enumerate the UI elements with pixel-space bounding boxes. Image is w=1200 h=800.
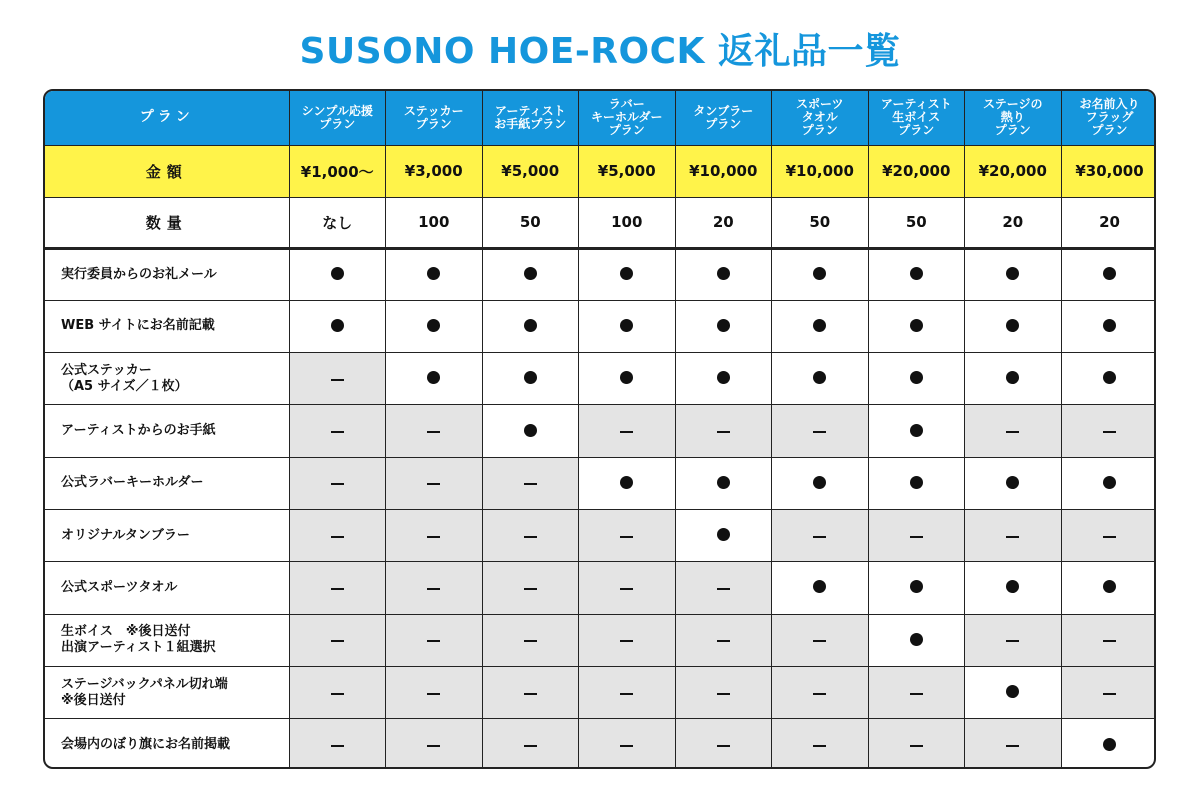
dash-icon [1006, 640, 1019, 642]
dot-icon [1103, 476, 1116, 489]
not-included-cell [965, 614, 1062, 666]
included-cell [772, 300, 869, 352]
plan-name-cell: ラバー キーホルダー プラン [579, 91, 676, 145]
dash-icon [331, 431, 344, 433]
not-included-cell [482, 614, 579, 666]
dash-icon [813, 640, 826, 642]
not-included-cell [386, 405, 483, 457]
feature-row [45, 666, 1156, 718]
price-row [45, 145, 1156, 197]
dot-icon [1103, 738, 1116, 751]
dot-icon [717, 319, 730, 332]
plan-quantity-cell: 100 [386, 197, 483, 248]
dash-icon [1103, 431, 1116, 433]
dash-icon [1006, 431, 1019, 433]
included-cell [386, 248, 483, 300]
dash-icon [427, 431, 440, 433]
included-cell [675, 248, 772, 300]
plan-quantity-cell: 100 [579, 197, 676, 248]
not-included-cell [482, 562, 579, 614]
dot-icon [1006, 267, 1019, 280]
dot-icon [813, 267, 826, 280]
not-included-cell [289, 509, 386, 561]
not-included-cell [579, 562, 676, 614]
not-included-cell [289, 614, 386, 666]
not-included-cell [289, 405, 386, 457]
included-cell [579, 457, 676, 509]
included-cell [868, 300, 965, 352]
not-included-cell [579, 509, 676, 561]
not-included-cell [772, 405, 869, 457]
not-included-cell [772, 666, 869, 718]
included-cell [772, 248, 869, 300]
feature-row [45, 719, 1156, 769]
not-included-cell [1061, 405, 1156, 457]
dash-icon [524, 693, 537, 695]
quantity-row [45, 197, 1156, 248]
dash-icon [524, 588, 537, 590]
dash-icon [331, 483, 344, 485]
not-included-cell [482, 719, 579, 769]
included-cell [965, 353, 1062, 405]
dash-icon [717, 431, 730, 433]
dot-icon [910, 319, 923, 332]
not-included-cell [482, 457, 579, 509]
dot-icon [1103, 580, 1116, 593]
dash-icon [331, 640, 344, 642]
dash-icon [1103, 693, 1116, 695]
not-included-cell [1061, 666, 1156, 718]
not-included-cell [868, 719, 965, 769]
plan-header-label: プラン [45, 91, 289, 145]
dot-icon [910, 371, 923, 384]
plan-quantity-cell: 20 [1061, 197, 1156, 248]
included-cell [1061, 457, 1156, 509]
not-included-cell [482, 666, 579, 718]
dash-icon [427, 745, 440, 747]
dash-icon [1006, 745, 1019, 747]
included-cell [675, 353, 772, 405]
included-cell [868, 614, 965, 666]
dot-icon [1103, 319, 1116, 332]
dot-icon [524, 267, 537, 280]
dash-icon [524, 536, 537, 538]
dot-icon [1103, 267, 1116, 280]
plan-name-cell: スポーツ タオル プラン [772, 91, 869, 145]
feature-label: 公式ラバーキーホルダー [45, 457, 289, 509]
feature-row [45, 353, 1156, 405]
included-cell [868, 353, 965, 405]
dash-icon [813, 431, 826, 433]
plan-price-cell: ¥20,000 [868, 145, 965, 197]
plan-quantity-cell: 50 [482, 197, 579, 248]
dash-icon [620, 693, 633, 695]
quantity-label: 数量 [45, 197, 289, 248]
plan-price-cell: ¥1,000〜 [289, 145, 386, 197]
not-included-cell [386, 457, 483, 509]
dash-icon [524, 640, 537, 642]
plan-header-row [45, 91, 1156, 145]
plan-price-cell: ¥10,000 [772, 145, 869, 197]
included-cell [386, 353, 483, 405]
dash-icon [427, 640, 440, 642]
feature-row [45, 562, 1156, 614]
feature-row [45, 300, 1156, 352]
dot-icon [1006, 685, 1019, 698]
dash-icon [620, 640, 633, 642]
feature-row [45, 248, 1156, 300]
dot-icon [910, 267, 923, 280]
included-cell [868, 562, 965, 614]
not-included-cell [675, 562, 772, 614]
included-cell [1061, 353, 1156, 405]
feature-label: WEB サイトにお名前記載 [45, 300, 289, 352]
dash-icon [813, 745, 826, 747]
not-included-cell [868, 509, 965, 561]
not-included-cell [386, 614, 483, 666]
feature-row [45, 457, 1156, 509]
not-included-cell [675, 666, 772, 718]
dot-icon [427, 371, 440, 384]
plan-quantity-cell: 50 [772, 197, 869, 248]
dash-icon [620, 431, 633, 433]
not-included-cell [289, 562, 386, 614]
dot-icon [910, 476, 923, 489]
dot-icon [524, 371, 537, 384]
dash-icon [331, 745, 344, 747]
not-included-cell [386, 562, 483, 614]
not-included-cell [772, 719, 869, 769]
included-cell [868, 405, 965, 457]
dot-icon [620, 267, 633, 280]
included-cell [579, 248, 676, 300]
reward-table [45, 91, 1156, 769]
dash-icon [1006, 536, 1019, 538]
dash-icon [427, 483, 440, 485]
plan-name-cell: ステッカー プラン [386, 91, 483, 145]
dot-icon [524, 319, 537, 332]
not-included-cell [965, 509, 1062, 561]
feature-row [45, 509, 1156, 561]
not-included-cell [386, 666, 483, 718]
not-included-cell [482, 509, 579, 561]
not-included-cell [1061, 614, 1156, 666]
dot-icon [620, 371, 633, 384]
dash-icon [717, 588, 730, 590]
dot-icon [813, 476, 826, 489]
included-cell [1061, 562, 1156, 614]
price-label: 金額 [45, 145, 289, 197]
not-included-cell [289, 457, 386, 509]
plan-name-cell: アーティスト お手紙プラン [482, 91, 579, 145]
plan-price-cell: ¥3,000 [386, 145, 483, 197]
included-cell [675, 457, 772, 509]
dot-icon [427, 267, 440, 280]
dot-icon [620, 319, 633, 332]
dot-icon [427, 319, 440, 332]
plan-name-cell: ステージの 熱り プラン [965, 91, 1062, 145]
included-cell [965, 562, 1062, 614]
dot-icon [813, 319, 826, 332]
dash-icon [620, 588, 633, 590]
dash-icon [427, 536, 440, 538]
not-included-cell [675, 719, 772, 769]
dot-icon [717, 476, 730, 489]
not-included-cell [868, 666, 965, 718]
dash-icon [1103, 640, 1116, 642]
included-cell [965, 248, 1062, 300]
included-cell [386, 300, 483, 352]
feature-label: アーティストからのお手紙 [45, 405, 289, 457]
included-cell [482, 300, 579, 352]
not-included-cell [579, 614, 676, 666]
dash-icon [620, 536, 633, 538]
plan-name-cell: お名前入り フラッグ プラン [1061, 91, 1156, 145]
dot-icon [1006, 319, 1019, 332]
dash-icon [331, 588, 344, 590]
dot-icon [717, 267, 730, 280]
included-cell [482, 248, 579, 300]
feature-label: 公式スポーツタオル [45, 562, 289, 614]
feature-label: 会場内のぼり旗にお名前掲載 [45, 719, 289, 769]
plan-quantity-cell: 20 [675, 197, 772, 248]
included-cell [1061, 719, 1156, 769]
dot-icon [1006, 476, 1019, 489]
plan-price-cell: ¥5,000 [482, 145, 579, 197]
dot-icon [910, 580, 923, 593]
included-cell [1061, 300, 1156, 352]
included-cell [868, 457, 965, 509]
dot-icon [524, 424, 537, 437]
not-included-cell [1061, 509, 1156, 561]
feature-label: 実行委員からのお礼メール [45, 248, 289, 300]
included-cell [965, 300, 1062, 352]
included-cell [579, 353, 676, 405]
dash-icon [427, 693, 440, 695]
dot-icon [813, 580, 826, 593]
dash-icon [331, 693, 344, 695]
plan-price-cell: ¥10,000 [675, 145, 772, 197]
not-included-cell [772, 614, 869, 666]
plan-name-cell: アーティスト 生ボイス プラン [868, 91, 965, 145]
included-cell [482, 405, 579, 457]
dot-icon [910, 424, 923, 437]
plan-price-cell: ¥20,000 [965, 145, 1062, 197]
included-cell [289, 248, 386, 300]
plan-quantity-cell: 20 [965, 197, 1062, 248]
not-included-cell [675, 614, 772, 666]
feature-label: 生ボイス ※後日送付 出演アーティスト１組選択 [45, 614, 289, 666]
included-cell [965, 666, 1062, 718]
dot-icon [717, 528, 730, 541]
dot-icon [910, 633, 923, 646]
included-cell [868, 248, 965, 300]
plan-quantity-cell: 50 [868, 197, 965, 248]
page-title: SUSONO HOE-ROCK 返礼品一覧 [299, 31, 901, 72]
not-included-cell [289, 719, 386, 769]
included-cell [289, 300, 386, 352]
included-cell [675, 509, 772, 561]
included-cell [675, 300, 772, 352]
dash-icon [910, 536, 923, 538]
dash-icon [524, 483, 537, 485]
dot-icon [813, 371, 826, 384]
not-included-cell [386, 509, 483, 561]
dash-icon [717, 640, 730, 642]
included-cell [579, 300, 676, 352]
dash-icon [717, 693, 730, 695]
not-included-cell [289, 666, 386, 718]
not-included-cell [579, 405, 676, 457]
dot-icon [1006, 371, 1019, 384]
dot-icon [1006, 580, 1019, 593]
dot-icon [1103, 371, 1116, 384]
plan-name-cell: シンプル応援 プラン [289, 91, 386, 145]
included-cell [772, 562, 869, 614]
included-cell [772, 457, 869, 509]
dash-icon [910, 745, 923, 747]
not-included-cell [772, 509, 869, 561]
plan-quantity-cell: なし [289, 197, 386, 248]
plan-price-cell: ¥30,000 [1061, 145, 1156, 197]
dash-icon [813, 536, 826, 538]
dash-icon [813, 693, 826, 695]
dot-icon [717, 371, 730, 384]
plan-price-cell: ¥5,000 [579, 145, 676, 197]
dash-icon [717, 745, 730, 747]
not-included-cell [386, 719, 483, 769]
dot-icon [331, 267, 344, 280]
feature-label: オリジナルタンブラー [45, 509, 289, 561]
dot-icon [620, 476, 633, 489]
dot-icon [331, 319, 344, 332]
plan-name-cell: タンブラー プラン [675, 91, 772, 145]
not-included-cell [579, 666, 676, 718]
reward-table-container [43, 89, 1156, 769]
included-cell [1061, 248, 1156, 300]
dash-icon [620, 745, 633, 747]
feature-label: ステージバックパネル切れ端 ※後日送付 [45, 666, 289, 718]
dash-icon [331, 536, 344, 538]
included-cell [482, 353, 579, 405]
included-cell [772, 353, 869, 405]
not-included-cell [965, 719, 1062, 769]
not-included-cell [579, 719, 676, 769]
feature-row [45, 614, 1156, 666]
feature-row [45, 405, 1156, 457]
dash-icon [331, 379, 344, 381]
dash-icon [524, 745, 537, 747]
not-included-cell [675, 405, 772, 457]
dash-icon [910, 693, 923, 695]
not-included-cell [965, 405, 1062, 457]
included-cell [965, 457, 1062, 509]
dash-icon [427, 588, 440, 590]
feature-label: 公式ステッカー （A5 サイズ／１枚） [45, 353, 289, 405]
dash-icon [1103, 536, 1116, 538]
not-included-cell [289, 353, 386, 405]
